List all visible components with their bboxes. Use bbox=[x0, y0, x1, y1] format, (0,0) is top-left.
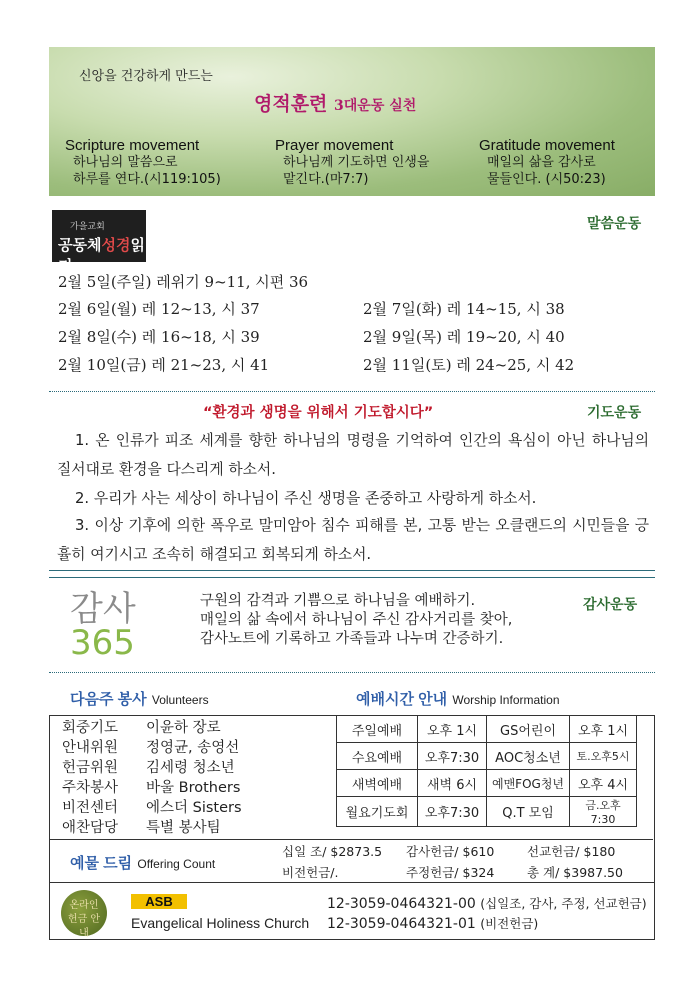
volunteers-heading bbox=[70, 688, 209, 709]
reading-day: 2월 6일(월) 레 12~13, 시 37 bbox=[58, 300, 260, 318]
volunteer-role: 주차봉사 bbox=[62, 780, 119, 796]
prayer-movement-tag: 기도운동 bbox=[587, 405, 642, 421]
account-line bbox=[327, 914, 647, 934]
movement-line: 하루를 연다.(시119:105) bbox=[73, 172, 221, 187]
movement-title: Gratitude movement bbox=[479, 137, 615, 154]
volunteer-name: 김세령 청소년 bbox=[146, 760, 235, 776]
table-row bbox=[337, 797, 637, 827]
prayer-heading: “환경과 생명을 위해서 기도합시다” bbox=[203, 405, 434, 421]
movement-line: 물들인다. (시50:23) bbox=[487, 172, 606, 187]
reading-day: 2월 11일(토) 레 24~25, 시 42 bbox=[363, 356, 575, 374]
volunteer-role: 회중기도 bbox=[62, 720, 119, 736]
reading-day: 2월 5일(주일) 레위기 9~11, 시편 36 bbox=[58, 273, 309, 291]
divider bbox=[49, 570, 655, 571]
table-cell: 오후 1시 bbox=[418, 716, 487, 743]
spiritual-training-banner bbox=[49, 47, 655, 196]
worship-heading-en: Worship Information bbox=[452, 693, 560, 707]
account-line bbox=[327, 894, 647, 914]
bank-accounts bbox=[327, 894, 647, 934]
volunteer-name: 에스더 Sisters bbox=[146, 800, 242, 816]
volunteers-heading-en: Volunteers bbox=[151, 693, 209, 707]
divider bbox=[49, 577, 655, 578]
logo-word: 감사 bbox=[70, 589, 136, 629]
volunteer-role: 안내위원 bbox=[62, 740, 119, 756]
table-cell: AOC청소년 bbox=[487, 743, 570, 770]
banner-title-sub: 3대운동 실천 bbox=[334, 98, 417, 114]
volunteer-role: 애찬담당 bbox=[62, 820, 119, 836]
online-offering-logo-text: 온라인 헌금 안내 bbox=[67, 900, 101, 939]
table-cell: 월요기도회 bbox=[337, 797, 418, 827]
gratitude-line: 감사노트에 기록하고 가족들과 나누며 간증하기. bbox=[200, 631, 504, 647]
offering-vision: 비전헌금/. bbox=[282, 865, 339, 880]
reading-day: 2월 8일(수) 레 16~18, 시 39 bbox=[58, 328, 260, 346]
worship-heading bbox=[356, 688, 560, 709]
offering-mission: 선교헌금/ $180 bbox=[527, 844, 616, 859]
table-cell: 수요예배 bbox=[337, 743, 418, 770]
table-cell: 새벽예배 bbox=[337, 770, 418, 797]
reading-day: 2월 10일(금) 레 21~23, 시 41 bbox=[58, 356, 270, 374]
offering-heading-ko: 예물 드림 bbox=[70, 855, 133, 872]
gratitude-movement bbox=[479, 137, 615, 188]
gratitude-line: 구원의 감격과 기쁨으로 하나님을 예배하기. bbox=[200, 593, 476, 609]
offering-heading-en: Offering Count bbox=[137, 857, 216, 871]
reading-day: 2월 7일(화) 레 14~15, 시 38 bbox=[363, 300, 565, 318]
movement-title: Prayer movement bbox=[275, 137, 394, 154]
table-cell: 금.오후7:30 bbox=[570, 797, 637, 827]
volunteer-name: 이윤하 장로 bbox=[146, 720, 221, 736]
reading-day: 2월 9일(목) 레 19~20, 시 40 bbox=[363, 328, 565, 346]
gratitude-text bbox=[200, 592, 512, 649]
logo-main-c: 읽기 bbox=[58, 236, 145, 275]
logo-number: 365 bbox=[70, 623, 135, 663]
offering-thanks: 감사헌금/ $610 bbox=[406, 844, 495, 859]
banner-title bbox=[254, 89, 416, 116]
volunteer-roles bbox=[62, 718, 118, 838]
volunteers-heading-ko: 다음주 봉사 bbox=[70, 691, 147, 708]
movement-title: Scripture movement bbox=[65, 137, 200, 154]
gratitude-line: 매일의 삶 속에서 하나님이 주신 감사거리를 찾아, bbox=[200, 612, 513, 628]
offering-divider bbox=[50, 839, 653, 840]
gratitude-movement-tag: 감사운동 bbox=[583, 597, 638, 613]
table-cell: 오후 1시 bbox=[570, 716, 637, 743]
movement-line: 하나님께 기도하면 인생을 bbox=[283, 155, 430, 170]
offering-col3 bbox=[527, 841, 623, 883]
logo-small-text: 가을교회 bbox=[70, 222, 105, 232]
banner-title-main: 영적훈련 bbox=[254, 93, 328, 115]
volunteer-role: 비전센터 bbox=[62, 800, 119, 816]
table-cell: Q.T 모임 bbox=[487, 797, 570, 827]
gratitude-365-logo bbox=[70, 589, 136, 663]
offering-total: 총 계/ $3987.50 bbox=[527, 865, 623, 880]
table-cell: 오후7:30 bbox=[418, 743, 487, 770]
table-cell: 오후7:30 bbox=[418, 797, 487, 827]
account-note: (십일조, 감사, 주정, 선교헌금) bbox=[480, 896, 647, 911]
volunteer-role: 헌금위원 bbox=[62, 760, 119, 776]
info-table bbox=[49, 715, 655, 883]
table-cell: 예맨FOG청년 bbox=[487, 770, 570, 797]
logo-main-b: 성경 bbox=[101, 236, 131, 254]
divider bbox=[49, 672, 655, 673]
account-note: (비전헌금) bbox=[480, 916, 539, 931]
worship-heading-ko: 예배시간 안내 bbox=[356, 691, 448, 708]
volunteer-name: 바울 Brothers bbox=[146, 780, 241, 796]
word-movement-tag: 말씀운동 bbox=[587, 216, 642, 232]
prayer-item: 3. 이상 기후에 의한 폭우로 말미암아 침수 피해를 본, 고통 받는 오클랜드의 시민들을 긍휼히 여기시고 조속히 해결되고 회복되게 하소서. bbox=[57, 517, 649, 563]
banner-intro: 신앙을 건강하게 만드는 bbox=[79, 69, 213, 84]
movement-line: 하나님의 말씀으로 bbox=[73, 155, 178, 170]
table-row bbox=[337, 770, 637, 797]
asb-bank-logo: ASB bbox=[131, 894, 187, 909]
offering-sunday: 주정헌금/ $324 bbox=[406, 865, 495, 880]
table-cell: 토.오후5시 bbox=[570, 743, 637, 770]
offering-col2 bbox=[406, 841, 494, 883]
volunteer-name: 특별 봉사팀 bbox=[146, 820, 221, 836]
movement-line: 맡긴다.(마7:7) bbox=[283, 172, 369, 187]
logo-main-a: 공동체 bbox=[58, 236, 102, 254]
bible-reading-logo bbox=[52, 210, 146, 275]
divider bbox=[49, 391, 655, 392]
prayer-item: 2. 우리가 사는 세상이 하나님이 주신 생명을 존중하고 사랑하게 하소서. bbox=[75, 490, 537, 507]
logo-main-text bbox=[58, 234, 146, 276]
table-row bbox=[337, 716, 637, 743]
movement-line: 매일의 삶을 감사로 bbox=[487, 155, 596, 170]
table-cell: 주일예배 bbox=[337, 716, 418, 743]
account-number: 12-3059-0464321-00 bbox=[327, 896, 476, 912]
offering-tithe: 십일 조/ $2873.5 bbox=[282, 844, 383, 859]
prayer-movement bbox=[275, 137, 429, 188]
online-offering-logo bbox=[61, 890, 107, 939]
account-number: 12-3059-0464321-01 bbox=[327, 916, 476, 932]
volunteer-name: 정영균, 송영선 bbox=[146, 740, 240, 756]
table-row bbox=[337, 743, 637, 770]
offering-col1 bbox=[282, 841, 382, 883]
table-cell: 새벽 6시 bbox=[418, 770, 487, 797]
prayer-item: 1. 온 인류가 피조 세계를 향한 하나님의 명령을 기억하여 인간의 욕심이 아닌 하나님의 질서대로 환경을 다스리게 하소서. bbox=[57, 432, 649, 478]
scripture-movement bbox=[65, 137, 221, 188]
table-cell: 오후 4시 bbox=[570, 770, 637, 797]
table-cell: GS어린이 bbox=[487, 716, 570, 743]
volunteer-names bbox=[146, 718, 242, 838]
church-name: Evangelical Holiness Church bbox=[131, 915, 310, 931]
worship-table bbox=[336, 715, 637, 827]
offering-heading bbox=[70, 852, 215, 873]
